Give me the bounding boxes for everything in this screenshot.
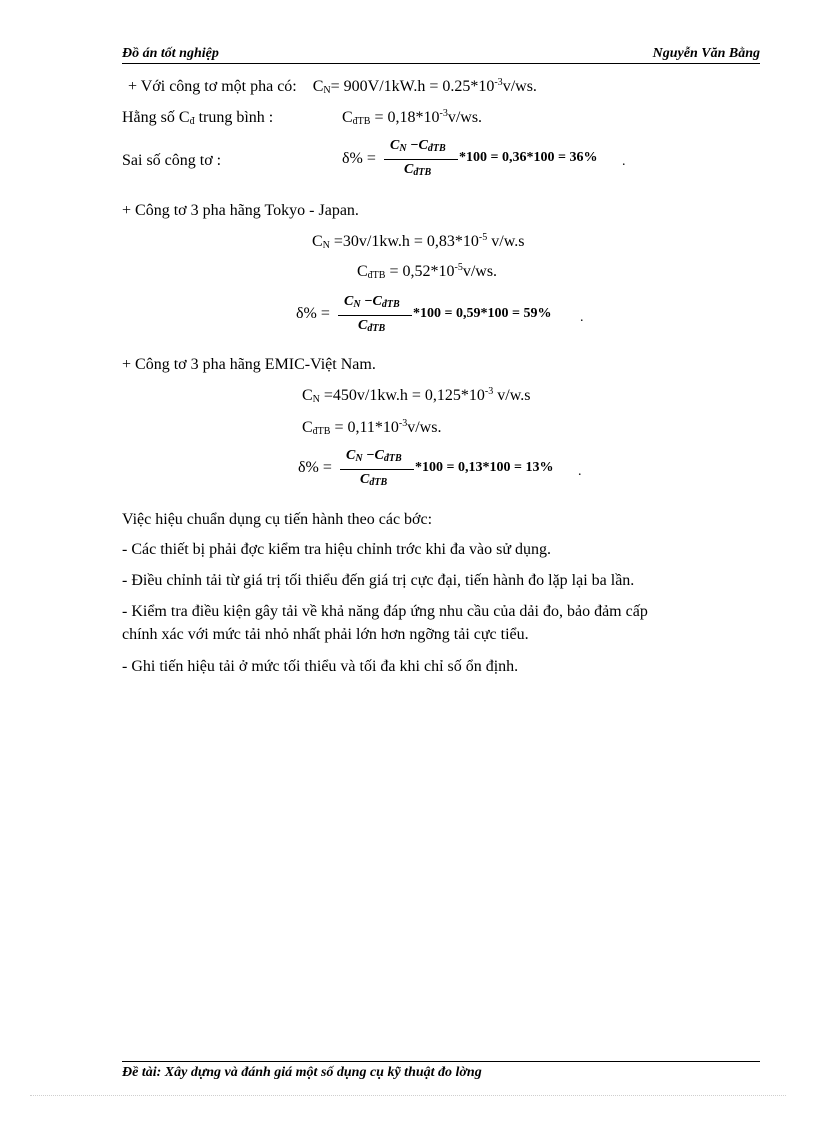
formula3-fraction-bar: [340, 469, 414, 470]
cdtb-line-1: [342, 108, 482, 128]
tokyo-cn-exponent: -5: [478, 232, 488, 243]
cn-unit: v/ws.: [502, 78, 537, 95]
formula3: [338, 448, 598, 494]
formula3-denominator: $C_{đTB}$: [360, 472, 388, 488]
const-label-sub: đ: [189, 116, 195, 127]
cn-subscript: N: [323, 85, 331, 96]
single-phase-line: [128, 77, 537, 97]
formula3-numerator: $C_N -C_{đTB}$: [346, 448, 402, 464]
formula1-fraction-bar: [384, 159, 458, 160]
emic-cn-line: [302, 386, 530, 406]
procedure-intro: Việc hiệu chuẩn dụng cụ tiến hành theo các bớc:: [122, 511, 433, 528]
cdtb-exponent: -3: [439, 108, 448, 119]
emic-cn-symbol: C: [302, 387, 313, 404]
procedure-step-1: - Các thiết bị phải đợc kiểm tra hiệu chỉnh trớc khi đa vào sử dụng.: [122, 541, 552, 558]
tokyo-title: + Công tơ 3 pha hãng Tokyo - Japan.: [122, 202, 359, 219]
formula1-denominator: $C_{đTB}$: [404, 162, 432, 178]
emic-cdtb-unit: v/ws.: [407, 419, 442, 436]
const-label-suffix: trung bình :: [194, 109, 274, 126]
formula1-end: .: [622, 154, 626, 169]
emic-cn-value: =450v/1kw.h = 0,125*10: [319, 387, 485, 404]
formula3-lhs: δ% =: [298, 459, 332, 476]
emic-cdtb-line: [302, 418, 441, 438]
formula2-result: *100 = 0,59*100 = 59%: [413, 306, 552, 321]
tokyo-cn-value: =30v/1kw.h = 0,83*10: [329, 233, 479, 250]
tokyo-cdtb-unit: v/ws.: [462, 263, 498, 280]
formula2-end: .: [580, 310, 584, 325]
formula1-numerator: $C_N -C_{đTB}$: [390, 138, 446, 154]
header-left: Đồ án tốt nghiệp: [122, 46, 219, 61]
emic-cdtb-exponent: -3: [398, 418, 408, 429]
tokyo-cn-subscript: N: [322, 240, 330, 251]
formula2-fraction-bar: [338, 315, 412, 316]
cdtb-unit: v/ws.: [447, 109, 483, 126]
formula2: [336, 294, 596, 340]
footer-text: Đề tài: Xây dựng và đánh giá một số dụng cụ kỹ thuật đo lờng: [122, 1065, 482, 1080]
formula2-denominator: $C_{đTB}$: [358, 318, 386, 334]
cdtb-subscript: đTB: [352, 116, 371, 127]
tokyo-cn-line: [312, 232, 524, 252]
tokyo-cdtb-value: = 0,52*10: [385, 263, 455, 280]
procedure-step-3-line-2: chính xác với mức tải nhỏ nhất phải lớn hơn ngỡng tải cực tiểu.: [122, 626, 529, 643]
cdtb-symbol: C: [342, 109, 353, 126]
tokyo-cdtb-subscript: đTB: [367, 270, 386, 281]
formula3-result: *100 = 0,13*100 = 13%: [415, 460, 554, 475]
header-right: Nguyễn Văn Bằng: [652, 46, 760, 61]
formula2-numerator: $C_N -C_{đTB}$: [344, 294, 400, 310]
procedure-step-3-line-1: - Kiểm tra điều kiện gây tải về khả năng đáp ứng nhu cầu của dải đo, bảo đảm cấp: [122, 603, 648, 620]
cn-value: = 900V/1kW.h = 0.25*10: [330, 78, 495, 95]
single-phase-intro: + Với công tơ một pha có:: [128, 78, 297, 95]
page-bottom-divider: [30, 1095, 786, 1096]
emic-cn-subscript: N: [312, 394, 320, 405]
emic-cdtb-value: = 0,11*10: [330, 419, 399, 436]
tokyo-cdtb-line: [357, 262, 497, 282]
tokyo-cdtb-exponent: -5: [454, 262, 463, 273]
page-footer: [122, 1061, 760, 1081]
formula1: [382, 138, 626, 184]
const-line: [122, 108, 273, 128]
page-header: [122, 45, 760, 64]
emic-cn-exponent: -3: [484, 386, 494, 397]
tokyo-cn-unit: v/w.s: [487, 233, 525, 250]
cdtb-value: = 0,18*10: [370, 109, 440, 126]
formula3-end: .: [578, 464, 582, 479]
emic-cn-unit: v/w.s: [493, 387, 531, 404]
const-label: Hằng số C: [122, 109, 190, 126]
tokyo-cn-symbol: C: [312, 233, 323, 250]
emic-cdtb-subscript: đTB: [312, 426, 331, 437]
formula1-lhs: δ% =: [342, 150, 376, 167]
procedure-step-4: - Ghi tiến hiệu tải ở mức tối thiểu và tối đa khi chỉ số ổn định.: [122, 658, 519, 675]
formula2-lhs: δ% =: [296, 305, 330, 322]
procedure-step-2: - Điều chỉnh tải từ giá trị tối thiểu đến giá trị cực đại, tiến hành đo lặp lại ba lần.: [122, 572, 635, 589]
error-label: Sai số công tơ :: [122, 152, 222, 169]
emic-cdtb-symbol: C: [302, 419, 313, 436]
cn-symbol: C: [312, 78, 324, 95]
emic-title: + Công tơ 3 pha hãng EMIC-Việt Nam.: [122, 356, 376, 373]
tokyo-cdtb-symbol: C: [357, 263, 368, 280]
cn-exponent: -3: [494, 77, 503, 88]
formula1-result: *100 = 0,36*100 = 36%: [459, 150, 598, 165]
